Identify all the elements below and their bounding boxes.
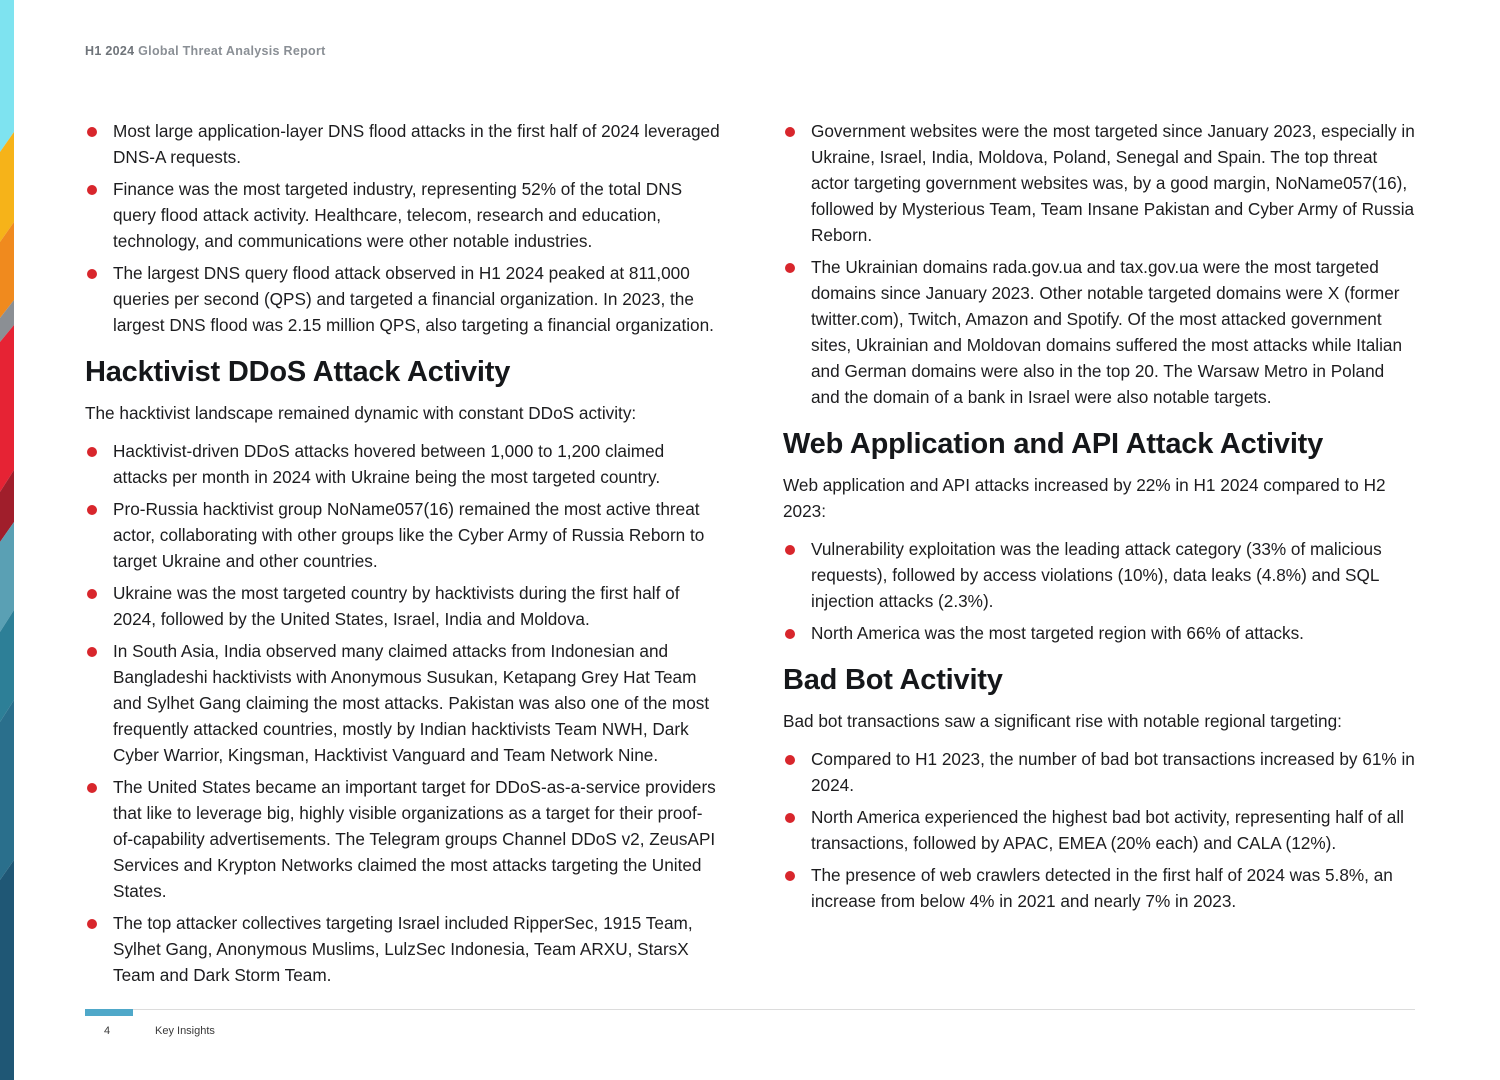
list-item <box>783 254 1417 410</box>
bullet-dot <box>87 919 97 929</box>
list-item-text: North America experienced the highest bad bot activity, representing half of all transactions, followed by APAC, EMEA (20% each) and CALA (12%). <box>811 807 1404 853</box>
list-item <box>85 580 721 632</box>
list-item <box>783 620 1417 646</box>
hacktivist-bullet-list <box>85 438 721 988</box>
report-header <box>85 44 326 58</box>
footer-divider <box>85 1009 1415 1010</box>
bullet-dot <box>87 783 97 793</box>
bullet-dot <box>785 545 795 555</box>
section-intro-badbot: Bad bot transactions saw a significant rise with notable regional targeting: <box>783 711 1342 731</box>
list-item <box>85 496 721 574</box>
list-item-text: Hacktivist-driven DDoS attacks hovered between 1,000 to 1,200 claimed attacks per month in 2024 with Ukraine being the most targeted country. <box>113 441 665 487</box>
page-number: 4 <box>104 1025 111 1037</box>
bullet-dot <box>785 127 795 137</box>
right-column <box>783 118 1417 920</box>
list-item <box>85 176 721 254</box>
list-item <box>85 774 721 904</box>
list-item <box>783 804 1417 856</box>
bullet-dot <box>87 269 97 279</box>
bullet-dot <box>87 185 97 195</box>
decorative-edge-stripe <box>0 0 14 1080</box>
list-item-text: The United States became an important target for DDoS-as-a-service providers that like to leverage big, highly visible organizations as a target for their proof-of-capability advertisements. The Telegram groups Channel DDoS v2, ZeusAPI Services and Krypton Networks claimed the most attacks targeting the United States. <box>113 777 716 901</box>
list-item-text: The largest DNS query flood attack observed in H1 2024 peaked at 811,000 queries per second (QPS) and targeted a financial organization. In 2023, the largest DNS flood was 2.15 million QPS, also targeting a financial organization. <box>113 263 714 335</box>
list-item <box>783 536 1417 614</box>
footer-accent-tab <box>85 1009 133 1016</box>
stripe-band <box>0 700 14 880</box>
bullet-dot <box>785 813 795 823</box>
section-heading-badbot: Bad Bot Activity <box>783 664 1003 696</box>
list-item-text: In South Asia, India observed many claimed attacks from Indonesian and Bangladeshi hacktivists with Anonymous Susukan, Ketapang Grey Hat Team and Sylhet Gang claiming the most attacks. Pakistan was also one of the most frequently attacked countries, mostly by Indian hacktivists Team NWH, Dark Cyber Warrior, Kingsman, Hacktivist Vanguard and Team Network Nine. <box>113 641 710 765</box>
list-item-text: Ukraine was the most targeted country by hacktivists during the first half of 2024, followed by the United States, Israel, India and Moldova. <box>113 583 680 629</box>
list-item-text: Compared to H1 2023, the number of bad bot transactions increased by 61% in 2024. <box>811 749 1415 795</box>
report-header-title: Global Threat Analysis Report <box>138 44 326 58</box>
government-bullet-list <box>783 118 1417 410</box>
list-item-text: Most large application-layer DNS flood attacks in the first half of 2024 leveraged DNS-A requests. <box>113 121 720 167</box>
bullet-dot <box>87 447 97 457</box>
webapp-bullet-list <box>783 536 1417 646</box>
section-heading-hacktivist: Hacktivist DDoS Attack Activity <box>85 356 511 388</box>
stripe-band <box>0 860 14 1080</box>
list-item <box>85 118 721 170</box>
list-item-text: Finance was the most targeted industry, representing 52% of the total DNS query flood attack activity. Healthcare, telecom, research and education, technology, and communications were other notable industries. <box>113 179 683 251</box>
stripe-band <box>0 325 14 492</box>
section-heading-webapp: Web Application and API Attack Activity <box>783 428 1324 460</box>
section-intro-webapp: Web application and API attacks increased by 22% in H1 2024 compared to H2 2023: <box>783 475 1386 521</box>
bullet-dot <box>87 647 97 657</box>
list-item-text: The Ukrainian domains rada.gov.ua and tax.gov.ua were the most targeted domains since January 2023. Other notable targeted domains were X (former twitter.com), Twitch, Amazon and Spotify. Of the most attacked government sites, Ukrainian and Moldovan domains suffered the most attacks while Italian and German domains were also in the top 20. The Warsaw Metro in Poland and the domain of a bank in Israel were also notable targets. <box>811 257 1403 407</box>
list-item-text: Pro-Russia hacktivist group NoName057(16) remained the most active threat actor, collaborating with other groups like the Cyber Army of Russia Reborn to target Ukraine and other countries. <box>113 499 705 571</box>
dns-bullet-list <box>85 118 721 338</box>
list-item <box>85 438 721 490</box>
footer-section-name: Key Insights <box>155 1025 215 1037</box>
list-item <box>85 260 721 338</box>
list-item-text: The top attacker collectives targeting Israel included RipperSec, 1915 Team, Sylhet Gang, Anonymous Muslims, LulzSec Indonesia, Team ARXU, StarsX Team and Dark Storm Team. <box>113 913 693 985</box>
badbot-bullet-list <box>783 746 1417 914</box>
list-item-text: The presence of web crawlers detected in the first half of 2024 was 5.8%, an increase from below 4% in 2021 and nearly 7% in 2023. <box>811 865 1393 911</box>
bullet-dot <box>785 871 795 881</box>
list-item-text: North America was the most targeted region with 66% of attacks. <box>811 623 1304 643</box>
list-item <box>85 910 721 988</box>
list-item-text: Vulnerability exploitation was the leading attack category (33% of malicious requests), followed by access violations (10%), data leaks (4.8%) and SQL injection attacks (2.3%). <box>811 539 1382 611</box>
list-item <box>85 638 721 768</box>
stripe-band <box>0 0 14 152</box>
left-column <box>85 118 721 994</box>
list-item <box>783 746 1417 798</box>
section-intro-hacktivist: The hacktivist landscape remained dynamic with constant DDoS activity: <box>85 403 637 423</box>
list-item <box>783 118 1417 248</box>
bullet-dot <box>87 127 97 137</box>
list-item-text: Government websites were the most targeted since January 2023, especially in Ukraine, Israel, India, Moldova, Poland, Senegal and Spain. The top threat actor targeting government websites was, by a good margin, NoName057(16), followed by Mysterious Team, Team Insane Pakistan and Cyber Army of Russia Reborn. <box>811 121 1415 245</box>
bullet-dot <box>87 589 97 599</box>
report-header-year: H1 2024 <box>85 44 135 58</box>
bullet-dot <box>785 755 795 765</box>
bullet-dot <box>785 629 795 639</box>
bullet-dot <box>785 263 795 273</box>
list-item <box>783 862 1417 914</box>
bullet-dot <box>87 505 97 515</box>
